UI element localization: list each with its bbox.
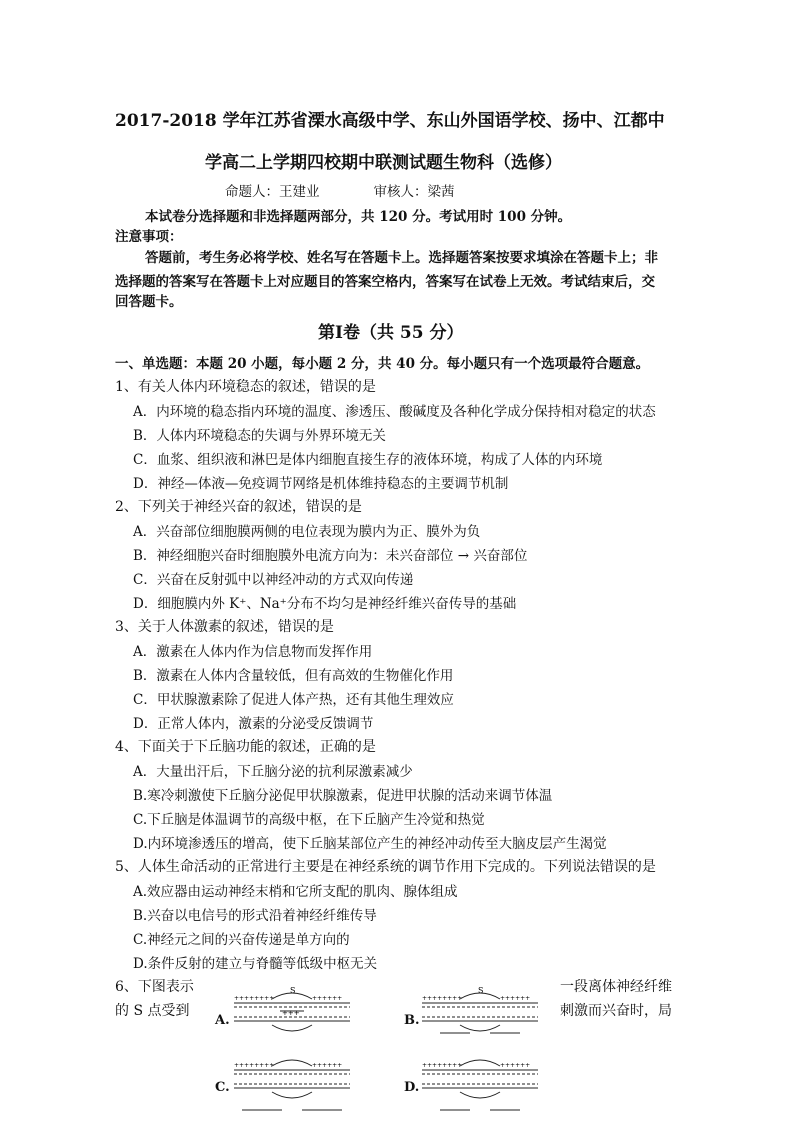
question-1-option-c: C．血浆、组织液和淋巴是体内细胞直接生存的液体环境，构成了人体的内环境 [133, 452, 603, 468]
svg-text:++++++++: ++++++++ [422, 1062, 463, 1069]
question-3-option-b: B．激素在人体内含量较低，但有高效的生物催化作用 [133, 668, 454, 684]
notice-heading: 注意事项： [115, 229, 183, 245]
notice-line-1: 答题前，考生务必将学校、姓名写在答题卡上。选择题答案按要求填涂在答题卡上；非 [145, 250, 658, 266]
title-line-1: 2017-2018 学年江苏省溧水高级中学、东山外国语学校、扬中、江都中 [115, 111, 665, 131]
diagram-label-c: C. [215, 1080, 230, 1095]
intro: 本试卷分选择题和非选择题两部分，共 120 分。考试用时 100 分钟。 [145, 209, 572, 225]
svg-text:++++++++: ++++++++ [422, 995, 463, 1002]
svg-text:++++++: ++++++ [500, 995, 531, 1002]
question-1-stem: 1、有关人体内环境稳态的叙述，错误的是 [115, 379, 376, 395]
question-5-option-b: B.兴奋以电信号的形式沿着神经纤维传导 [133, 908, 377, 924]
question-1-option-b: B．人体内环境稳态的失调与外界环境无关 [133, 428, 386, 444]
s-point-label: S [290, 986, 296, 995]
question-2-option-b: B．神经细胞兴奋时细胞膜外电流方向为：未兴奋部位 → 兴奋部位 [133, 548, 528, 564]
svg-text:++++++++: ++++++++ [234, 995, 275, 1002]
section-title: 第Ⅰ卷（共 55 分） [318, 323, 464, 343]
question-4-option-d: D.内环境渗透压的增高，使下丘脑某部位产生的神经冲动传至大脑皮层产生渴觉 [133, 836, 607, 852]
svg-text:++++++: ++++++ [312, 1062, 343, 1069]
notice-line-2: 选择题的答案写在答题卡上对应题目的答案空格内，答案写在试卷上无效。考试结束后，交 [115, 274, 655, 290]
question-5-option-a: A.效应器由运动神经末梢和它所支配的肌肉、腺体组成 [133, 884, 458, 900]
question-3-option-d: D．正常人体内，激素的分泌受反馈调节 [133, 716, 374, 732]
question-2-option-a: A．兴奋部位细胞膜两侧的电位表现为膜内为正、膜外为负 [133, 524, 481, 540]
question-4-stem: 4、下面关于下丘脑功能的叙述，正确的是 [115, 739, 376, 755]
question-4-option-a: A．大量出汗后，下丘脑分泌的抗利尿激素减少 [133, 764, 413, 780]
svg-text:++++++: ++++++ [500, 1062, 531, 1069]
s-point-label: S [478, 986, 484, 995]
notice-line-3: 回答题卡。 [115, 294, 183, 310]
nerve-fiber-diagram-a [232, 985, 352, 1041]
nerve-fiber-diagram-c [232, 1052, 352, 1118]
question-6-stem-right-2: 刺激而兴奋时，局 [560, 1003, 672, 1019]
question-2-stem: 2、下列关于神经兴奋的叙述，错误的是 [115, 499, 362, 515]
question-1-option-d: D．神经—体液—免疫调节网络是机体维持稳态的主要调节机制 [133, 476, 509, 492]
diagram-label-d: D. [404, 1080, 420, 1095]
question-3-option-a: A．激素在人体内作为信息物而发挥作用 [133, 644, 373, 660]
question-2-option-c: C．兴奋在反射弧中以神经冲动的方式双向传递 [133, 572, 414, 588]
question-6-stem-right-1: 一段离体神经纤维 [560, 979, 672, 995]
question-2-option-d: D．细胞膜内外 K⁺、Na⁺分布不均匀是神经纤维兴奋传导的基础 [133, 596, 517, 612]
question-6-stem-left-1: 6、下图表示 [115, 979, 194, 995]
question-1-option-a: A．内环境的稳态指内环境的温度、渗透压、酸碱度及各种化学成分保持相对稳定的状态 [133, 404, 656, 420]
svg-text:+++: +++ [282, 1009, 300, 1017]
question-5-option-c: C.神经元之间的兴奋传递是单方向的 [133, 932, 350, 948]
question-4-option-b: B.寒冷刺激使下丘脑分泌促甲状腺激素，促进甲状腺的活动来调节体温 [133, 788, 553, 804]
nerve-fiber-diagram-d [420, 1052, 540, 1118]
question-4-option-c: C.下丘脑是体温调节的高级中枢，在下丘脑产生冷觉和热觉 [133, 812, 485, 828]
nerve-fiber-diagram-b [420, 985, 540, 1041]
question-3-stem: 3、关于人体激素的叙述，错误的是 [115, 619, 334, 635]
svg-text:++++++: ++++++ [312, 995, 343, 1002]
question-3-option-c: C．甲状腺激素除了促进人体产热，还有其他生理效应 [133, 692, 454, 708]
part-heading: 一、单选题：本题 20 小题，每小题 2 分，共 40 分。每小题只有一个选项最符合题意。 [115, 356, 650, 372]
diagram-label-b: B. [404, 1013, 420, 1028]
question-5-stem: 5、人体生命活动的正常进行主要是在神经系统的调节作用下完成的。下列说法错误的是 [115, 859, 656, 875]
question-6-stem-left-2: 的 S 点受到 [115, 1003, 190, 1019]
svg-text:++++++++: ++++++++ [234, 1062, 275, 1069]
diagram-label-a: A. [215, 1013, 230, 1028]
authors: 命题人：王建业 审核人：梁茜 [225, 184, 455, 200]
question-5-option-d: D.条件反射的建立与脊髓等低级中枢无关 [133, 956, 378, 972]
title-line-2: 学高二上学期四校期中联测试题生物科（选修） [205, 153, 562, 173]
